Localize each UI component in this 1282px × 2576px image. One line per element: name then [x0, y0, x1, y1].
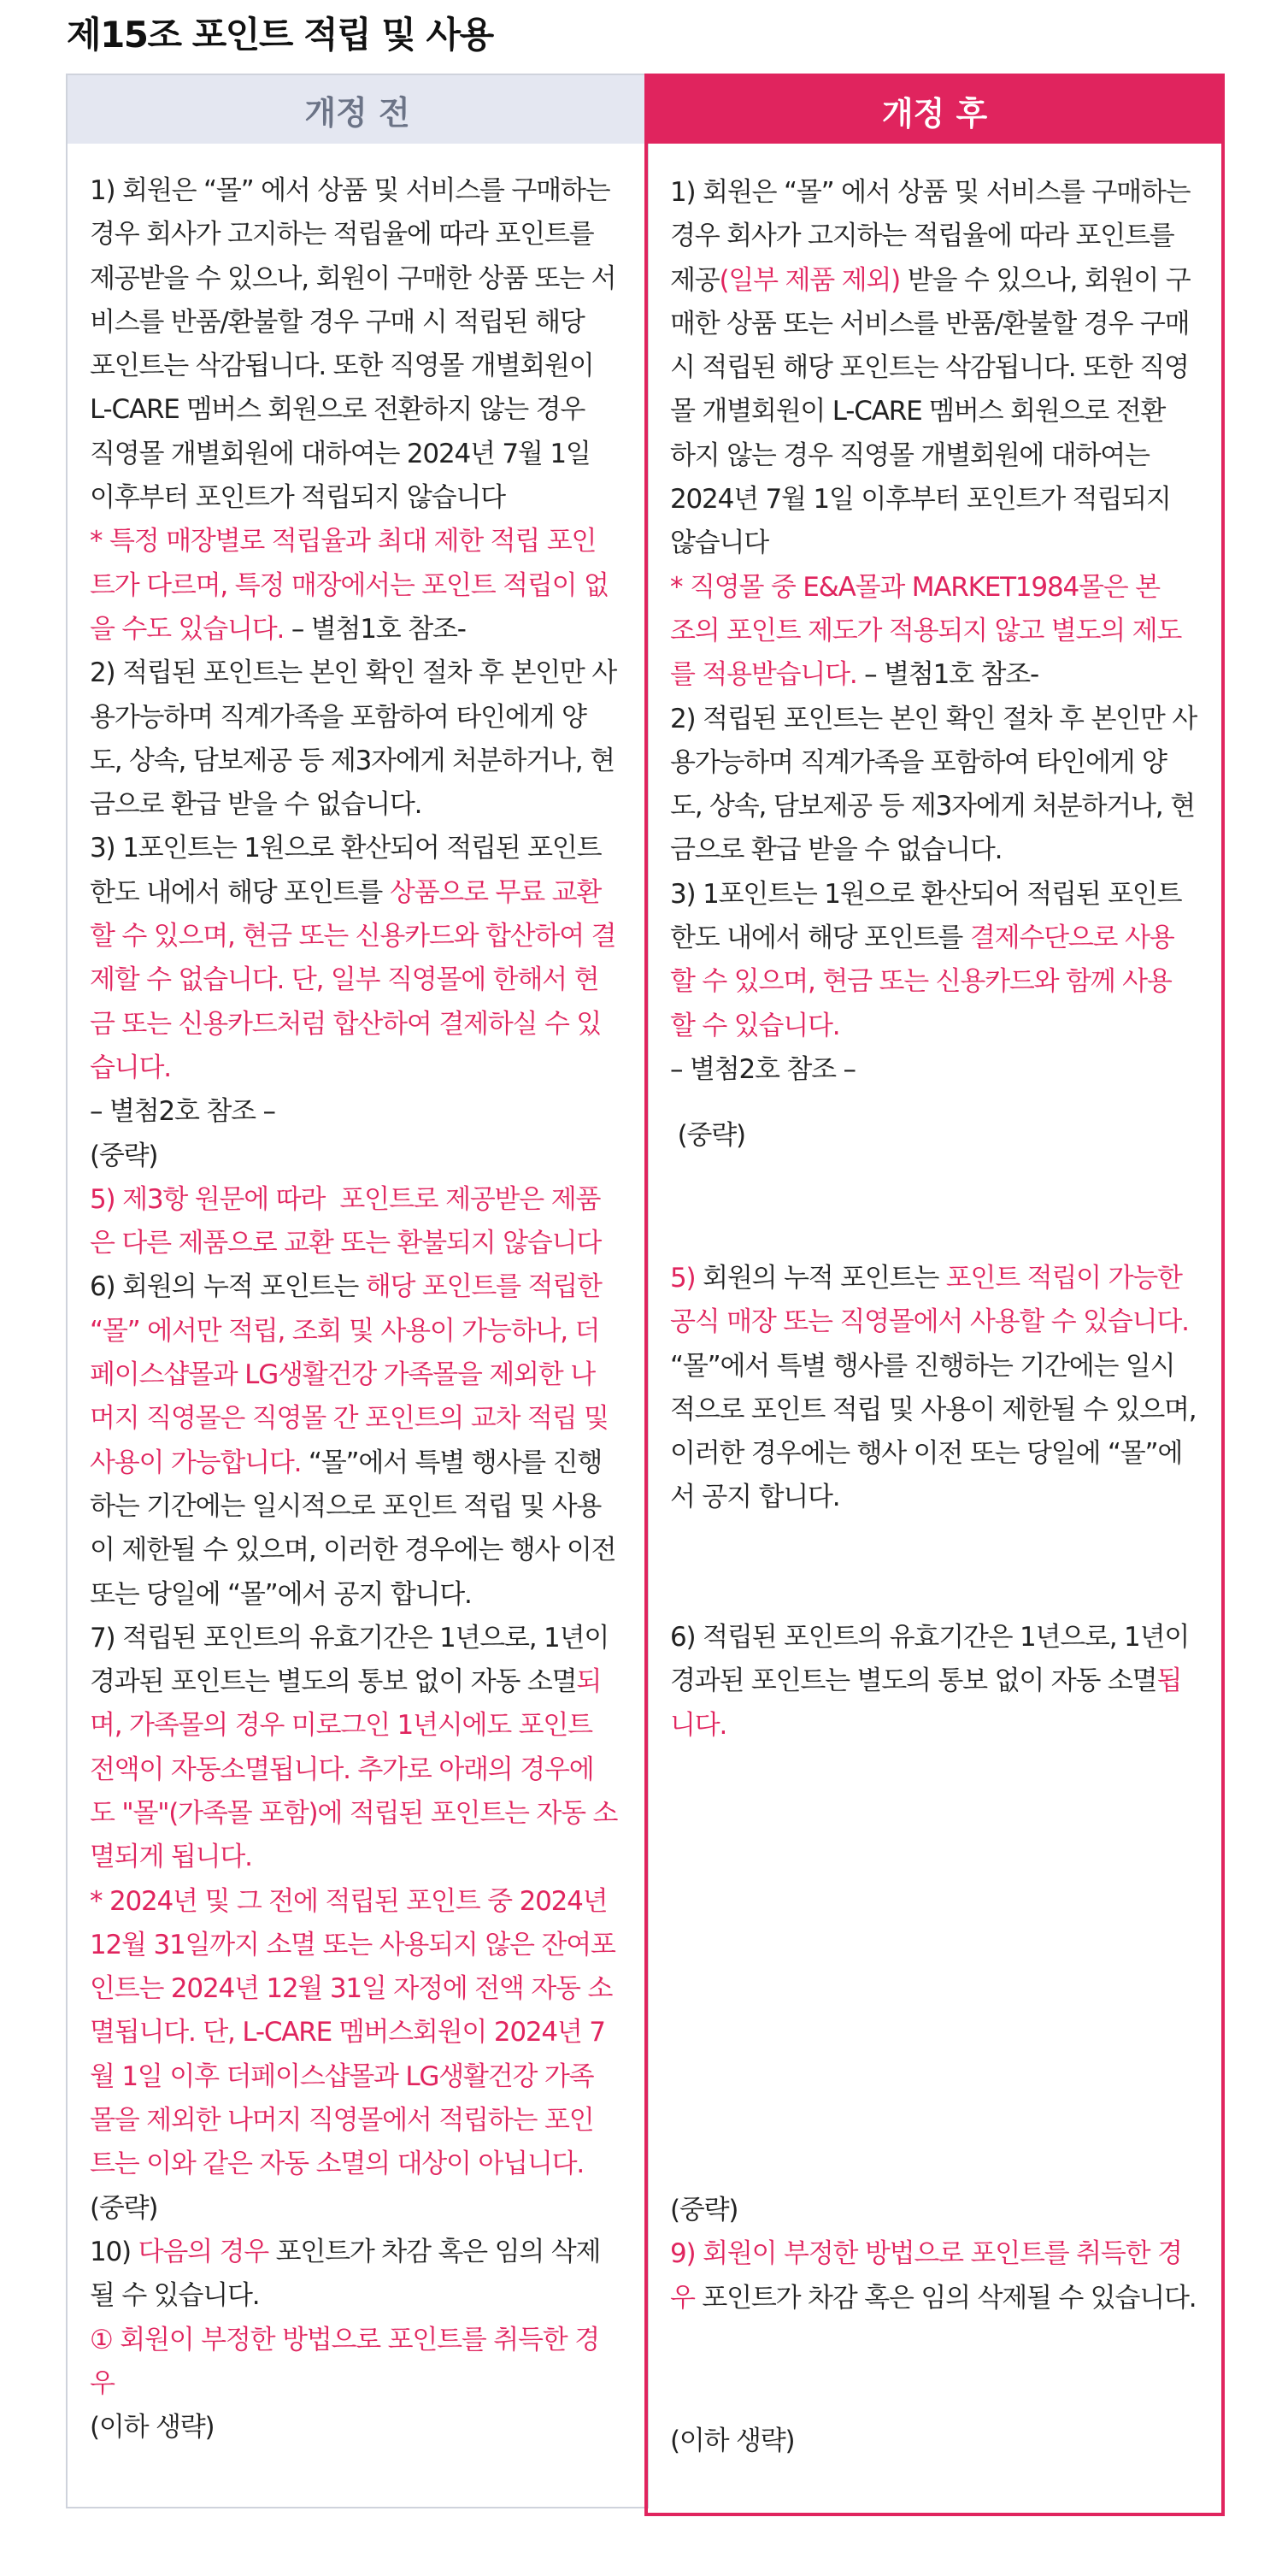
- text-segment: 1) 회원은 “몰” 에서 상품 및 서비스를 구매하는 경우 회사가 고지하는 적립율에 따라 포인트를 제공받을 수 있으나, 회원이 구매한 상품 또는 서 비스를 반품/환불할 경우 구매 시 적립된 해당 포인트는 삭감됩니다. 또한 직영몰 개별회원이 L-CARE 멤버스 회원으로 전환하지 않는 경우 직영몰 개별회원에 대하여는 2024년 7월 1일 이후부터 포인트가 적립되지 않습니다: [90, 175, 616, 514]
- before-text-block: [90, 169, 617, 2449]
- text-segment: “몰”에서 특별 행사를 진행 하는 기간에는 일시적으로 포인트 적립 및 사용 이 제한될 수 있으며, 이러한 경우에는 행사 이전 또는 당일에 “몰”에서 공지 합니다. 7) 적립된 포인트의 유효기간은 1년으로, 1년이 경과된 포인트는 별도의 통보 없이 자동 소멸: [90, 1447, 616, 1698]
- text-segment: 6) 회원의 누적 포인트는: [90, 1271, 359, 1303]
- revised-text: * 특정 매장별로 적립율과 최대 제한 적립 포인 트가 다르며, 특정 매장에서는 포인트 적립이 없 을 수도 있습니다.: [90, 526, 609, 645]
- page-title: 제15조 포인트 적립 및 사용: [67, 14, 493, 56]
- text-segment: 1) 회원은 “몰” 에서 상품 및 서비스를 구매하는 경우 회사가 고지하는 적립율에 따라 포인트를 제공: [670, 177, 1191, 296]
- text-segment: – 별첨1호 참조- 2) 적립된 포인트는 본인 확인 절차 후 본인만 사 용가능하며 직계가족을 포함하여 타인에게 양 도, 상속, 담보제공 등 제3자에게 처분하거나, 현 금으로 환급 받을 수 없습니다. 3) 1포인트는 1원으로 환산되어 적립된 포인트 한도 내에서 해당 포인트를: [90, 613, 617, 908]
- text-segment: (중략): [670, 2195, 738, 2225]
- after-text-block-6: [670, 2420, 794, 2463]
- revised-text: 다음의 경우: [138, 2236, 268, 2267]
- after-text-block-5: [670, 2189, 1196, 2320]
- revised-text: 5): [670, 1263, 696, 1294]
- after-text-block-4: [670, 1616, 1189, 1748]
- revised-text: * 직영몰 중 E&A몰과 MARKET1984몰은 본 조의 포인트 제도가 적용되지 않고 별도의 제도 를 적용받습니다.: [670, 571, 1182, 691]
- text-segment: (이하 생략): [670, 2426, 795, 2456]
- text-segment: (이하 생략): [90, 2412, 215, 2443]
- revised-text: 결제수단으로 사용 할 수 있으며, 현금 또는 신용카드와 함께 사용 할 수 있습니다.: [670, 923, 1174, 1041]
- text-segment: 6) 적립된 포인트의 유효기간은 1년으로, 1년이 경과된 포인트는 별도의 통보 없이 자동 소멸: [670, 1622, 1190, 1697]
- revised-text: 포인트 적립이 가능한 공식 매장 또는 직영몰에서 사용할 수 있습니다.: [670, 1263, 1189, 1338]
- text-segment: “몰”에서 특별 행사를 진행하는 기간에는 일시 적으로 포인트 적립 및 사용이 제한될 수 있으며, 이러한 경우에는 행사 이전 또는 당일에 “몰”에 서 공지 합니다.: [670, 1350, 1197, 1513]
- text-segment: 포인트가 차감 혹은 임의 삭제될 수 있습니다.: [694, 2282, 1197, 2314]
- text-segment: 받을 수 있으나, 회원이 구 매한 상품 또는 서비스를 반품/환불할 경우 구매 시 적립된 해당 포인트는 삭감됩니다. 또한 직영 몰 개별회원이 L-CARE 멤버스 회원으로 전환 하지 않는 경우 직영몰 개별회원에 대하여는 2024년 7월 1일 이후부터 포인트가 적립되지 않습니다: [670, 264, 1191, 559]
- after-text-block-3: [670, 1257, 1196, 1520]
- revised-text: 해당 포인트를 적립한 “몰” 에서만 적립, 조회 및 사용이 가능하나, 더 페이스샵몰과 LG생활건강 가족몰을 제외한 나 머지 직영몰은 직영몰 간 포인트의 교차 적립 및 사용이 가능합니다.: [90, 1271, 609, 1478]
- column-before: [66, 74, 649, 2508]
- column-after-header: 개정 후: [648, 77, 1221, 144]
- revised-text: 되 며, 가족몰의 경우 미로그인 1년시에도 포인트 전액이 자동소멸됩니다. 추가로 아래의 경우에 도 "몰"(가족몰 포함)에 적립된 포인트는 자동 소 멸되게 됩니다. * 2024년 및 그 전에 적립된 포인트 중 2024년 12월 31일까지 소멸 또는 사용되지 않은 잔여포 인트는 2024년 12월 31일 자정에 전액 자동 소 멸됩니다. 단, L-CARE 멤버스회원이 2024년 7 월 1일 이후 더페이스샵몰과 LG생활건강 가족 몰을 제외한 나머지 직영몰에서 적립하는 포인 트는 이와 같은 자동 소멸의 대상이 아닙니다.: [90, 1666, 618, 2180]
- revised-text: ① 회원이 부정한 방법으로 포인트를 취득한 경 우: [90, 2324, 599, 2399]
- text-segment: – 별첨1호 참조- 2) 적립된 포인트는 본인 확인 절차 후 본인만 사 용가능하며 직계가족을 포함하여 타인에게 양 도, 상속, 담보제공 등 제3자에게 처분하거나, 현 금으로 환급 받을 수 없습니다. 3) 1포인트는 1원으로 환산되어 적립된 포인트 한도 내에서 해당 포인트를: [670, 659, 1197, 954]
- text-segment: – 별첨2호 참조 – (중략): [90, 1096, 275, 1171]
- text-segment: (중략) 10): [90, 2192, 158, 2267]
- revised-text: 됩 니다.: [670, 1665, 1182, 1741]
- text-segment: – 별첨2호 참조 –: [670, 1053, 856, 1085]
- column-before-header: 개정 전: [68, 75, 647, 144]
- revised-text: 상품으로 무료 교환 할 수 있으며, 현금 또는 신용카드와 합산하여 결 제할 수 없습니다. 단, 일부 직영몰에 한해서 현 금 또는 신용카드처럼 합산하여 결제하실 수 있 습니다.: [90, 876, 616, 1083]
- revised-text: 9) 회원이 부정한 방법으로 포인트를 취득한 경 우: [670, 2238, 1182, 2314]
- text-segment: (중략): [670, 1120, 745, 1151]
- revised-text: 5) 제3항 원문에 따라 포인트로 제공받은 제품 은 다른 제품으로 교환 또는 환불되지 않습니다: [90, 1183, 602, 1259]
- column-after: [644, 74, 1225, 2516]
- after-text-block-1: [670, 171, 1197, 1092]
- after-text-block-2: [670, 1114, 745, 1158]
- revised-text: (일부 제품 제외): [719, 264, 901, 296]
- text-segment: 포인트가 차감 혹은 임의 삭제 될 수 있습니다.: [90, 2236, 601, 2312]
- text-segment: 회원의 누적 포인트는: [695, 1263, 946, 1294]
